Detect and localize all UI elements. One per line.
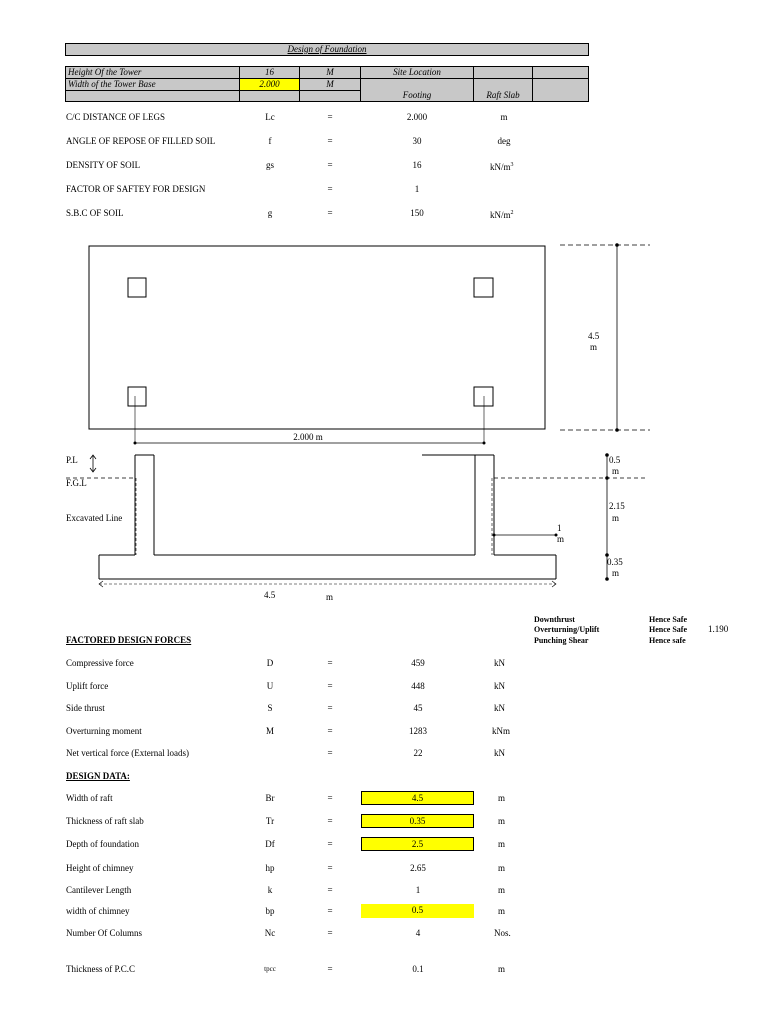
- force-value: 459: [411, 658, 425, 668]
- force-symbol: D: [266, 658, 274, 668]
- dim-dot: [605, 577, 609, 581]
- param-equals: =: [327, 184, 333, 194]
- dim-dot: [615, 243, 619, 247]
- param-equals: =: [327, 136, 333, 146]
- width-value: 4.5: [264, 590, 276, 600]
- param-value: 2.000: [406, 112, 428, 122]
- param-symbol: gs: [265, 160, 274, 170]
- raft-width-input[interactable]: 4.5: [361, 791, 474, 805]
- force-equals: =: [327, 726, 333, 736]
- design-name: width of chimney: [66, 906, 130, 916]
- cantilever-unit: m: [557, 534, 565, 544]
- design-equals: =: [327, 816, 333, 826]
- check-name: Downthrust: [534, 615, 575, 624]
- dim-dot: [483, 442, 486, 445]
- check-name: Overturning/Uplift: [534, 625, 600, 634]
- design-unit: m: [498, 885, 506, 895]
- design-symbol: Tr: [265, 816, 275, 826]
- design-unit: m: [498, 964, 506, 974]
- design-unit: m: [498, 793, 506, 803]
- dim-top-value: 0.5: [609, 455, 621, 465]
- force-symbol: M: [265, 726, 274, 736]
- design-equals: =: [327, 839, 333, 849]
- design-equals: =: [327, 793, 333, 803]
- design-name: Height of chimney: [66, 863, 134, 873]
- design-symbol: tpcc: [264, 965, 276, 973]
- param-value: 30: [412, 136, 422, 146]
- design-symbol: Df: [265, 839, 275, 849]
- param-unit-text: kN/m: [490, 162, 511, 172]
- param-name: ANGLE OF REPOSE OF FILLED SOIL: [66, 136, 216, 146]
- header-cell-unit-1: M: [299, 78, 361, 91]
- param-equals: =: [327, 160, 333, 170]
- check-name: Punching Shear: [534, 636, 589, 645]
- force-unit: kN: [494, 703, 505, 713]
- param-equals: =: [327, 208, 333, 218]
- design-name: Thickness of P.C.C: [66, 964, 136, 974]
- force-name: Overturning moment: [66, 726, 142, 736]
- design-value: 4: [415, 928, 421, 938]
- dim-bot-value: 0.35: [607, 557, 623, 567]
- param-unit: deg: [497, 136, 511, 146]
- design-name: Number Of Columns: [66, 928, 142, 938]
- force-equals: =: [327, 681, 333, 691]
- design-unit: Nos.: [494, 928, 511, 938]
- chimney-width-input[interactable]: 0.5: [361, 904, 474, 918]
- param-unit: m: [500, 112, 508, 122]
- leg-square-tr: [474, 278, 493, 297]
- header-cell-unit-0: M: [299, 66, 361, 79]
- param-value: 16: [412, 160, 422, 170]
- check-result: Hence Safe: [649, 615, 687, 624]
- param-name: S.B.C OF SOIL: [66, 208, 124, 218]
- design-name: Thickness of raft slab: [66, 816, 144, 826]
- design-name: Cantilever Length: [66, 885, 132, 895]
- design-equals: =: [327, 885, 333, 895]
- header-cell-label-0: Height Of the Tower: [65, 66, 240, 79]
- force-name: Uplift force: [66, 681, 109, 691]
- param-unit-text: kN/m: [490, 210, 511, 220]
- design-value: 0.1: [412, 964, 424, 974]
- param-unit-sup: 2: [510, 210, 514, 216]
- design-equals: =: [327, 964, 333, 974]
- design-symbol: Nc: [264, 928, 276, 938]
- plan-height-value: 4.5: [588, 331, 600, 341]
- force-value: 1283: [409, 726, 427, 736]
- leg-spacing-label: 2.000 m: [293, 432, 323, 442]
- raft-slab-label: Raft Slab: [486, 90, 520, 100]
- dim-mid-value: 2.15: [609, 501, 625, 511]
- plan-height-unit: m: [590, 342, 598, 352]
- design-equals: =: [327, 863, 333, 873]
- force-equals: =: [327, 658, 333, 668]
- param-symbol: Lc: [265, 112, 275, 122]
- check-result: Hence Safe: [649, 625, 687, 634]
- raft-thickness-input[interactable]: 0.35: [361, 814, 474, 828]
- design-symbol: hp: [265, 863, 275, 873]
- param-name: C/C DISTANCE OF LEGS: [66, 112, 166, 122]
- tower-base-width-input[interactable]: 2.000: [239, 78, 300, 91]
- force-name: Compressive force: [66, 658, 134, 668]
- param-name: DENSITY OF SOIL: [66, 160, 141, 170]
- dim-top-unit: m: [612, 466, 620, 476]
- pl-label: P.L: [66, 455, 78, 465]
- design-name: Width of raft: [66, 793, 113, 803]
- design-symbol: Br: [265, 793, 275, 803]
- check-value: 1.190: [708, 624, 729, 634]
- header-cell-c4-0: Site Location: [360, 66, 474, 79]
- design-heading: DESIGN DATA:: [66, 771, 130, 781]
- excavated-label: Excavated Line: [66, 513, 123, 523]
- force-value: 448: [411, 681, 425, 691]
- design-unit: m: [498, 906, 506, 916]
- param-symbol: f: [268, 136, 272, 146]
- cantilever-value: 1: [557, 523, 562, 533]
- footing-label: Footing: [402, 90, 432, 100]
- design-unit: m: [498, 863, 506, 873]
- force-equals: =: [327, 703, 333, 713]
- force-name: Net vertical force (External loads): [66, 748, 189, 758]
- design-symbol: bp: [265, 906, 275, 916]
- force-unit: kNm: [492, 726, 510, 736]
- design-value: 2.65: [410, 863, 426, 873]
- width-unit: m: [326, 592, 334, 602]
- design-name: Depth of foundation: [66, 839, 139, 849]
- dim-dot: [134, 442, 137, 445]
- force-symbol: U: [266, 681, 274, 691]
- force-unit: kN: [494, 681, 505, 691]
- param-value: 150: [410, 208, 424, 218]
- force-unit: kN: [494, 658, 505, 668]
- param-symbol: g: [267, 208, 273, 218]
- forces-heading: FACTORED DESIGN FORCES: [66, 635, 192, 645]
- force-value: 22: [413, 748, 423, 758]
- dim-dot: [605, 476, 609, 480]
- param-name: FACTOR OF SAFTEY FOR DESIGN: [66, 184, 206, 194]
- foundation-depth-input[interactable]: 2.5: [361, 837, 474, 851]
- design-value: 1: [415, 885, 421, 895]
- leg-square-br: [474, 387, 493, 406]
- header-cell-value-0: 16: [239, 66, 300, 79]
- design-symbol: k: [267, 885, 273, 895]
- param-value: 1: [414, 184, 420, 194]
- force-name: Side thrust: [66, 703, 105, 713]
- force-value: 45: [413, 703, 423, 713]
- dim-bot-unit: m: [612, 568, 620, 578]
- design-unit: m: [498, 816, 506, 826]
- param-equals: =: [327, 112, 333, 122]
- fgl-label: F.G.L: [66, 478, 87, 488]
- design-equals: =: [327, 906, 333, 916]
- dim-dot: [615, 428, 619, 432]
- dim-mid-unit: m: [612, 513, 620, 523]
- dim-dot: [493, 534, 496, 537]
- leg-square-bl: [128, 387, 146, 406]
- header-cell-label-1: Width of the Tower Base: [65, 78, 240, 91]
- check-result: Hence safe: [649, 636, 686, 645]
- force-equals: =: [327, 748, 333, 758]
- param-unit-sup: 3: [510, 162, 514, 168]
- page-title: Design of Foundation: [287, 44, 367, 54]
- leg-square-tl: [128, 278, 146, 297]
- force-symbol: S: [267, 703, 273, 713]
- design-unit: m: [498, 839, 506, 849]
- force-unit: kN: [494, 748, 505, 758]
- design-equals: =: [327, 928, 333, 938]
